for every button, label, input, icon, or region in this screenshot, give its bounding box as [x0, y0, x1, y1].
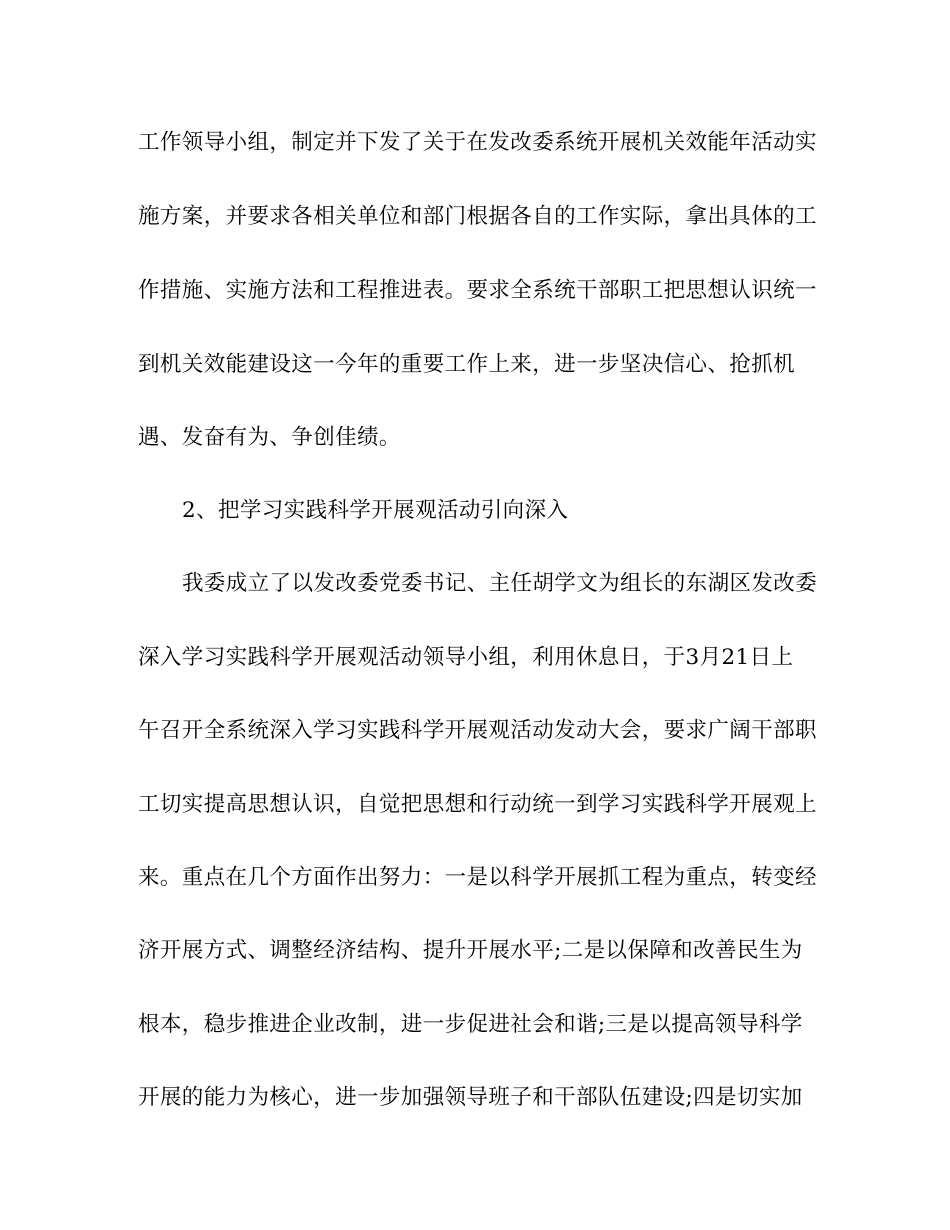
text-line-2: 施方案，并要求各相关单位和部门根据各自的工作实际，拿出具体的工	[138, 204, 817, 229]
text-line-9: 午召开全系统深入学习实践科学开展观活动发动大会，要求广阔干部职	[138, 718, 817, 743]
text-line-1: 工作领导小组，制定并下发了关于在发改委系统开展机关效能年活动实	[138, 130, 817, 155]
text-line-12: 济开展方式、调整经济结构、提升开展水平;二是以保障和改善民生为	[138, 938, 803, 963]
text-line-13: 根本，稳步推进企业改制，进一步促进社会和谐;三是以提高领导科学	[138, 1012, 803, 1037]
text-line-4: 到机关效能建设这一今年的重要工作上来，进一步坚决信心、抢抓机	[138, 352, 796, 377]
text-line-3: 作措施、实施方法和工程推进表。要求全系统干部职工把思想认识统一	[138, 278, 817, 303]
text-line-8: 深入学习实践科学开展观活动领导小组，利用休息日，于3月21日上	[138, 645, 794, 670]
text-line-11: 来。重点在几个方面作出努力：一是以科学开展抓工程为重点，转变经	[138, 865, 817, 890]
text-line-7: 我委成立了以发改委党委书记、主任胡学文为组长的东湖区发改委	[182, 571, 818, 596]
text-line-10: 工切实提高思想认识，自觉把思想和行动统一到学习实践科学开展观上	[138, 792, 817, 817]
text-line-5: 遇、发奋有为、争创佳绩。	[138, 425, 401, 450]
section-heading: 2、把学习实践科学开展观活动引向深入	[182, 498, 569, 523]
text-line-14: 开展的能力为核心，进一步加强领导班子和干部队伍建设;四是切实加	[138, 1085, 803, 1110]
